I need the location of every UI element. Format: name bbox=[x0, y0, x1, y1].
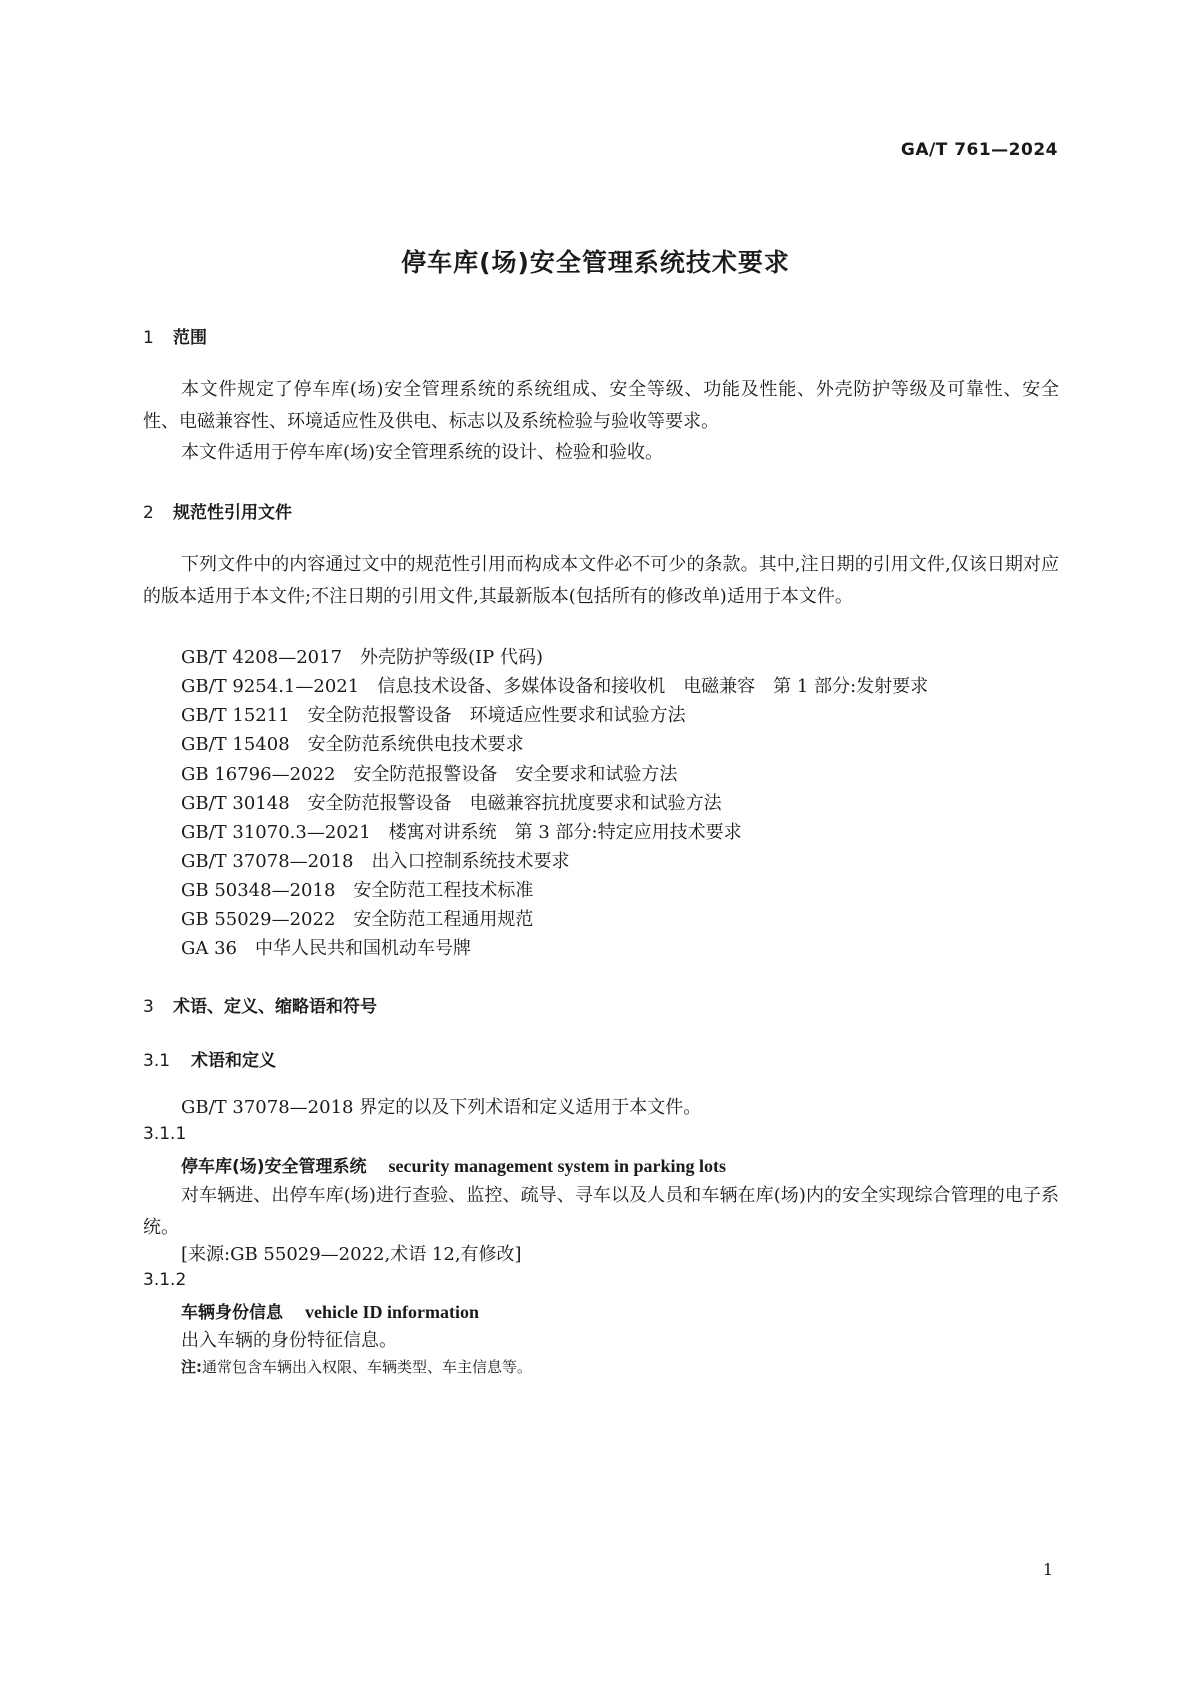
reference-item: GB/T 30148 安全防范报警设备 电磁兼容抗扰度要求和试验方法 bbox=[181, 793, 722, 814]
term-chinese: 停车库(场)安全管理系统 bbox=[181, 1157, 367, 1177]
term-heading bbox=[181, 1152, 726, 1177]
section-number: 3.1 bbox=[143, 1051, 171, 1071]
document-title: 停车库(场)安全管理系统技术要求 bbox=[401, 248, 790, 277]
section-number: 1 bbox=[143, 328, 154, 348]
reference-item: GB/T 9254.1—2021 信息技术设备、多媒体设备和接收机 电磁兼容 第 1 部分:发射要求 bbox=[181, 676, 929, 697]
section-1-paragraph-1: 本文件规定了停车库(场)安全管理系统的系统组成、安全等级、功能及性能、外壳防护等级及可靠性、安全性、电磁兼容性、环境适应性及供电、标志以及系统检验与验收等要求。 bbox=[143, 379, 1059, 432]
section-3-heading bbox=[143, 992, 377, 1017]
reference-item: GB/T 37078—2018 出入口控制系统技术要求 bbox=[181, 851, 570, 872]
note-label: 注: bbox=[181, 1358, 202, 1376]
reference-item: GB/T 31070.3—2021 楼寓对讲系统 第 3 部分:特定应用技术要求 bbox=[181, 822, 742, 843]
standard-number: GA/T 761—2024 bbox=[900, 140, 1058, 160]
term-chinese: 车辆身份信息 bbox=[181, 1303, 283, 1323]
reference-item: GB 55029—2022 安全防范工程通用规范 bbox=[181, 909, 534, 930]
section-number: 3 bbox=[143, 997, 154, 1017]
reference-item: GB/T 15408 安全防范系统供电技术要求 bbox=[181, 734, 524, 755]
term-english: security management system in parking lots bbox=[388, 1156, 727, 1176]
section-title: 规范性引用文件 bbox=[173, 503, 292, 523]
reference-item: GA 36 中华人民共和国机动车号牌 bbox=[181, 938, 472, 959]
page-number: 1 bbox=[1042, 1560, 1053, 1579]
reference-item: GB 50348—2018 安全防范工程技术标准 bbox=[181, 880, 534, 901]
term-source: [来源:GB 55029—2022,术语 12,有修改] bbox=[181, 1244, 522, 1265]
reference-item: GB/T 15211 安全防范报警设备 环境适应性要求和试验方法 bbox=[181, 705, 686, 726]
section-1-heading bbox=[143, 323, 207, 348]
term-definition: 对车辆进、出停车库(场)进行查验、监控、疏导、寻车以及人员和车辆在库(场)内的安全实现综合管理的电子系统。 bbox=[143, 1185, 1059, 1238]
reference-item: GB/T 4208—2017 外壳防护等级(IP 代码) bbox=[181, 647, 544, 668]
section-2-heading bbox=[143, 498, 292, 523]
term-number: 3.1.2 bbox=[143, 1270, 187, 1290]
section-title: 术语、定义、缩略语和符号 bbox=[173, 997, 377, 1017]
section-title: 范围 bbox=[173, 328, 207, 348]
term-number: 3.1.1 bbox=[143, 1124, 187, 1144]
note-text: 通常包含车辆出入权限、车辆类型、车主信息等。 bbox=[202, 1358, 533, 1376]
section-title: 术语和定义 bbox=[191, 1051, 276, 1071]
term-note bbox=[181, 1356, 532, 1377]
section-2-paragraph-1: 下列文件中的内容通过文中的规范性引用而构成本文件必不可少的条款。其中,注日期的引用文件,仅该日期对应的版本适用于本文件;不注日期的引用文件,其最新版本(包括所有的修改单)适用于本文件。 bbox=[143, 554, 1059, 607]
section-3-1-heading bbox=[143, 1046, 276, 1071]
term-english: vehicle ID information bbox=[305, 1302, 479, 1322]
section-1-paragraph-2: 本文件适用于停车库(场)安全管理系统的设计、检验和验收。 bbox=[181, 442, 664, 463]
term-heading bbox=[181, 1298, 479, 1323]
section-3-1-paragraph: GB/T 37078—2018 界定的以及下列术语和定义适用于本文件。 bbox=[181, 1097, 702, 1118]
term-definition: 出入车辆的身份特征信息。 bbox=[181, 1330, 397, 1351]
reference-item: GB 16796—2022 安全防范报警设备 安全要求和试验方法 bbox=[181, 764, 678, 785]
section-number: 2 bbox=[143, 503, 154, 523]
